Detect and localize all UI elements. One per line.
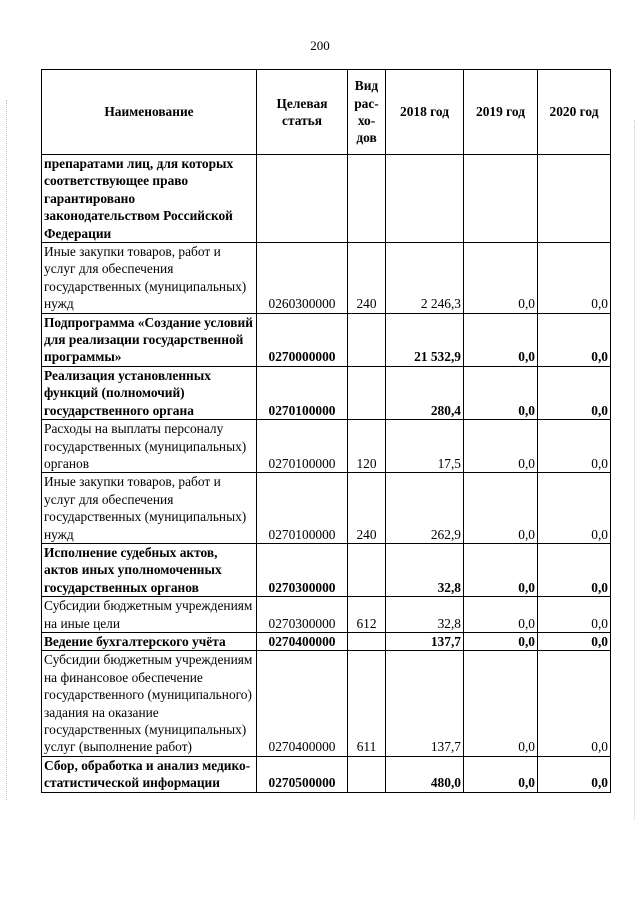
table-row — [42, 632, 611, 650]
page-number: 200 — [310, 38, 330, 53]
row-2020-cell: 0,0 — [538, 756, 611, 792]
row-2018-cell: 137,7 — [386, 651, 464, 756]
row-name-cell: Сбор, обработка и анализ медико-статистической информации — [42, 756, 257, 792]
table-row — [42, 420, 611, 473]
row-expense-type-cell — [348, 313, 386, 366]
row-expense-type-cell — [348, 543, 386, 596]
table-header-row — [42, 70, 611, 155]
row-2020-cell — [538, 155, 611, 243]
row-code-cell: 0270100000 — [257, 473, 348, 544]
row-name-cell: Реализация установленных функций (полномочий) государственного органа — [42, 366, 257, 419]
row-code-cell: 0270100000 — [257, 366, 348, 419]
row-2018-cell: 21 532,9 — [386, 313, 464, 366]
row-expense-type-cell — [348, 366, 386, 419]
row-2018-cell: 32,8 — [386, 597, 464, 633]
row-name-cell: Ведение бухгалтерского учёта — [42, 632, 257, 650]
row-2019-cell: 0,0 — [464, 313, 538, 366]
table-row — [42, 543, 611, 596]
row-2018-cell — [386, 155, 464, 243]
row-code-cell — [257, 155, 348, 243]
table-row — [42, 473, 611, 544]
row-2019-cell: 0,0 — [464, 243, 538, 314]
header-2019: 2019 год — [464, 70, 538, 155]
row-2019-cell: 0,0 — [464, 543, 538, 596]
header-name: Наименование — [42, 70, 257, 155]
row-expense-type-cell: 612 — [348, 597, 386, 633]
row-2020-cell: 0,0 — [538, 597, 611, 633]
scan-margin-line-left — [6, 100, 8, 800]
row-2019-cell: 0,0 — [464, 473, 538, 544]
row-expense-type-cell: 120 — [348, 420, 386, 473]
row-2019-cell: 0,0 — [464, 366, 538, 419]
row-2019-cell: 0,0 — [464, 651, 538, 756]
table-row — [42, 243, 611, 314]
row-expense-type-cell: 240 — [348, 243, 386, 314]
row-2018-cell: 137,7 — [386, 632, 464, 650]
scan-margin-line-right — [634, 120, 636, 820]
header-code: Целевая статья — [257, 70, 348, 155]
row-code-cell: 0270400000 — [257, 651, 348, 756]
row-name-cell: Исполнение судебных актов, актов иных уполномоченных государственных органов — [42, 543, 257, 596]
row-expense-type-cell: 240 — [348, 473, 386, 544]
row-code-cell: 0270400000 — [257, 632, 348, 650]
header-expense-type: Вид рас-хо-дов — [348, 70, 386, 155]
row-code-cell: 0270100000 — [257, 420, 348, 473]
header-2020: 2020 год — [538, 70, 611, 155]
row-2019-cell: 0,0 — [464, 632, 538, 650]
row-2020-cell: 0,0 — [538, 632, 611, 650]
row-2020-cell: 0,0 — [538, 473, 611, 544]
table-row — [42, 651, 611, 756]
row-code-cell: 0270300000 — [257, 597, 348, 633]
row-2018-cell: 262,9 — [386, 473, 464, 544]
table-row — [42, 366, 611, 419]
row-expense-type-cell — [348, 632, 386, 650]
row-2019-cell: 0,0 — [464, 420, 538, 473]
row-2018-cell: 480,0 — [386, 756, 464, 792]
row-2019-cell — [464, 155, 538, 243]
row-2020-cell: 0,0 — [538, 313, 611, 366]
row-2020-cell: 0,0 — [538, 243, 611, 314]
row-code-cell: 0270500000 — [257, 756, 348, 792]
row-name-cell: Иные закупки товаров, работ и услуг для обеспечения государственных (муниципальных) нужд — [42, 473, 257, 544]
row-2020-cell: 0,0 — [538, 366, 611, 419]
row-code-cell: 0270300000 — [257, 543, 348, 596]
row-2019-cell: 0,0 — [464, 756, 538, 792]
budget-table — [41, 69, 611, 793]
row-2020-cell: 0,0 — [538, 420, 611, 473]
row-2020-cell: 0,0 — [538, 543, 611, 596]
row-expense-type-cell: 611 — [348, 651, 386, 756]
row-2019-cell: 0,0 — [464, 597, 538, 633]
row-2018-cell: 17,5 — [386, 420, 464, 473]
row-2018-cell: 2 246,3 — [386, 243, 464, 314]
row-2020-cell: 0,0 — [538, 651, 611, 756]
row-code-cell: 0260300000 — [257, 243, 348, 314]
row-name-cell: Подпрограмма «Создание условий для реализации государственной программы» — [42, 313, 257, 366]
row-2018-cell: 32,8 — [386, 543, 464, 596]
table-row — [42, 313, 611, 366]
table-row — [42, 756, 611, 792]
row-code-cell: 0270000000 — [257, 313, 348, 366]
row-name-cell: Иные закупки товаров, работ и услуг для обеспечения государственных (муниципальных) нужд — [42, 243, 257, 314]
row-expense-type-cell — [348, 756, 386, 792]
row-name-cell: Субсидии бюджетным учреждениям на иные цели — [42, 597, 257, 633]
row-2018-cell: 280,4 — [386, 366, 464, 419]
header-2018: 2018 год — [386, 70, 464, 155]
table-row — [42, 597, 611, 633]
row-name-cell: препаратами лиц, для которых соответствующее право гарантировано законодательством Российской Федерации — [42, 155, 257, 243]
row-name-cell: Расходы на выплаты персоналу государственных (муниципальных) органов — [42, 420, 257, 473]
row-expense-type-cell — [348, 155, 386, 243]
row-name-cell: Субсидии бюджетным учреждениям на финансовое обеспечение государственного (муниципального) задания на оказание государственных (муниципальных) услуг (выполнение работ) — [42, 651, 257, 756]
table-row — [42, 155, 611, 243]
